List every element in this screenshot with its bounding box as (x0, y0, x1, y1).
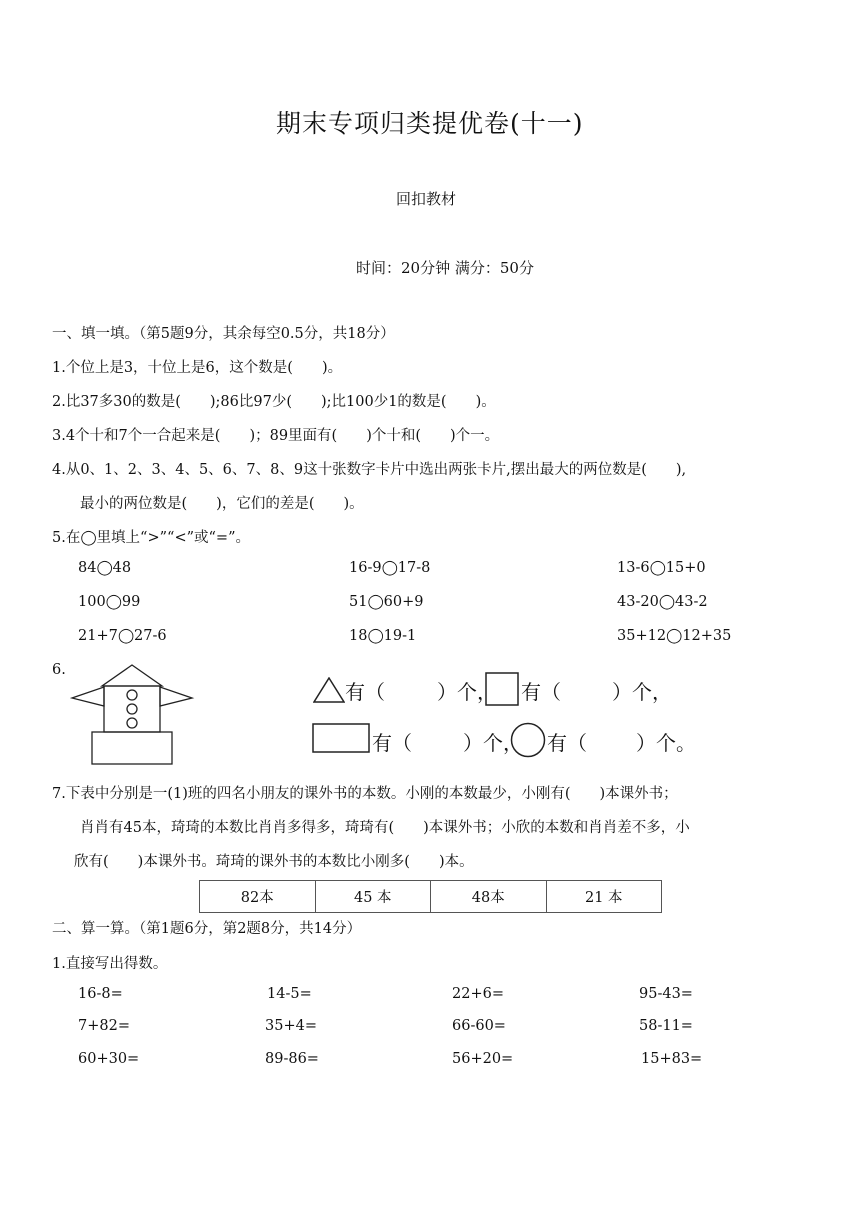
question-3: 3.4个十和7个一合起来是( )；89里面有( )个十和( )个一。 (52, 428, 500, 444)
compare-item: 18◯19-1 (349, 628, 417, 644)
book-count-table (199, 880, 662, 913)
compare-item: 84◯48 (78, 560, 132, 576)
compare-item: 100◯99 (78, 594, 141, 610)
window-circle (127, 704, 137, 714)
table-cell: 45 本 (315, 881, 431, 913)
table-cell: 48本 (431, 881, 547, 913)
square-icon (485, 672, 519, 706)
q6-square-suffix: ）个， (612, 680, 672, 704)
table-row (200, 881, 662, 913)
question-7-line-3: 欣有( )本课外书。琦琦的课外书的本数比小刚多( )本。 (74, 854, 474, 870)
window-circle (127, 718, 137, 728)
q6-triangle-label: 有（ (345, 680, 385, 704)
section1-heading: 一、填一填。（第5题9分，其余每空0.5分，共18分） (52, 326, 395, 342)
time-info: 时间：20分钟 满分：50分 (356, 259, 534, 277)
question-6-number: 6. (52, 662, 66, 678)
section2-question-1: 1.直接写出得数。 (52, 956, 168, 972)
question-2: 2.比37多30的数是( );86比97少( );比100少1的数是( )。 (52, 394, 496, 410)
q6-circle-label: 有（ (547, 731, 587, 755)
tower-rectangle (104, 686, 160, 732)
page-title: 期末专项归类提优卷(十一) (276, 109, 584, 138)
table-cell: 21 本 (546, 881, 662, 913)
circle-icon (510, 722, 546, 758)
calc-item: 56+20= (452, 1051, 514, 1067)
rectangle-icon (312, 723, 370, 753)
calc-item: 95-43= (639, 986, 693, 1002)
base-rectangle (92, 732, 172, 764)
question-5-heading: 5.在◯里填上“>”“<”或“=”。 (52, 530, 250, 546)
section2-heading: 二、算一算。（第1题6分，第2题8分，共14分） (52, 921, 362, 937)
compare-item: 16-9◯17-8 (349, 560, 431, 576)
shape-figure (70, 662, 195, 767)
q6-rectangle-label: 有（ (372, 731, 412, 755)
compare-item: 13-6◯15+0 (617, 560, 706, 576)
q6-triangle-suffix: ）个， (437, 680, 497, 704)
compare-item: 21+7◯27-6 (78, 628, 167, 644)
calc-item: 22+6= (452, 986, 504, 1002)
compare-item: 35+12◯12+35 (617, 628, 732, 644)
calc-item: 35+4= (265, 1018, 317, 1034)
table-cell: 82本 (200, 881, 316, 913)
calc-item: 66-60= (452, 1018, 506, 1034)
calc-item: 7+82= (78, 1018, 130, 1034)
question-7-line-1: 7.下表中分别是一(1)班的四名小朋友的课外书的本数。小刚的本数最少，小刚有( )本课外书； (52, 786, 678, 802)
window-circle (127, 690, 137, 700)
q6-square-label: 有（ (521, 680, 561, 704)
calc-item: 89-86= (265, 1051, 319, 1067)
calc-item: 16-8= (78, 986, 123, 1002)
calc-item: 15+83= (641, 1051, 703, 1067)
q6-rectangle-suffix: ）个， (463, 731, 523, 755)
q6-circle-suffix: ）个。 (636, 731, 696, 755)
calc-item: 58-11= (639, 1018, 693, 1034)
triangle-icon (313, 677, 345, 703)
compare-item: 51◯60+9 (349, 594, 424, 610)
calc-item: 60+30= (78, 1051, 140, 1067)
calc-item: 14-5= (267, 986, 312, 1002)
left-wing-triangle (72, 687, 104, 706)
question-7-line-2: 肖肖有45本，琦琦的本数比肖肖多得多，琦琦有( )本课外书；小欣的本数和肖肖差不多，小 (80, 820, 690, 836)
question-4-line-2: 最小的两位数是( )，它们的差是( )。 (80, 496, 364, 512)
right-wing-triangle (160, 687, 192, 706)
question-4-line-1: 4.从0、1、2、3、4、5、6、7、8、9这十张数字卡片中选出两张卡片,摆出最大的两位数是( ), (52, 462, 687, 478)
compare-item: 43-20◯43-2 (617, 594, 708, 610)
page-subtitle: 回扣教材 (396, 190, 457, 208)
question-1: 1.个位上是3，十位上是6，这个数是( )。 (52, 360, 343, 376)
roof-triangle (102, 665, 162, 686)
